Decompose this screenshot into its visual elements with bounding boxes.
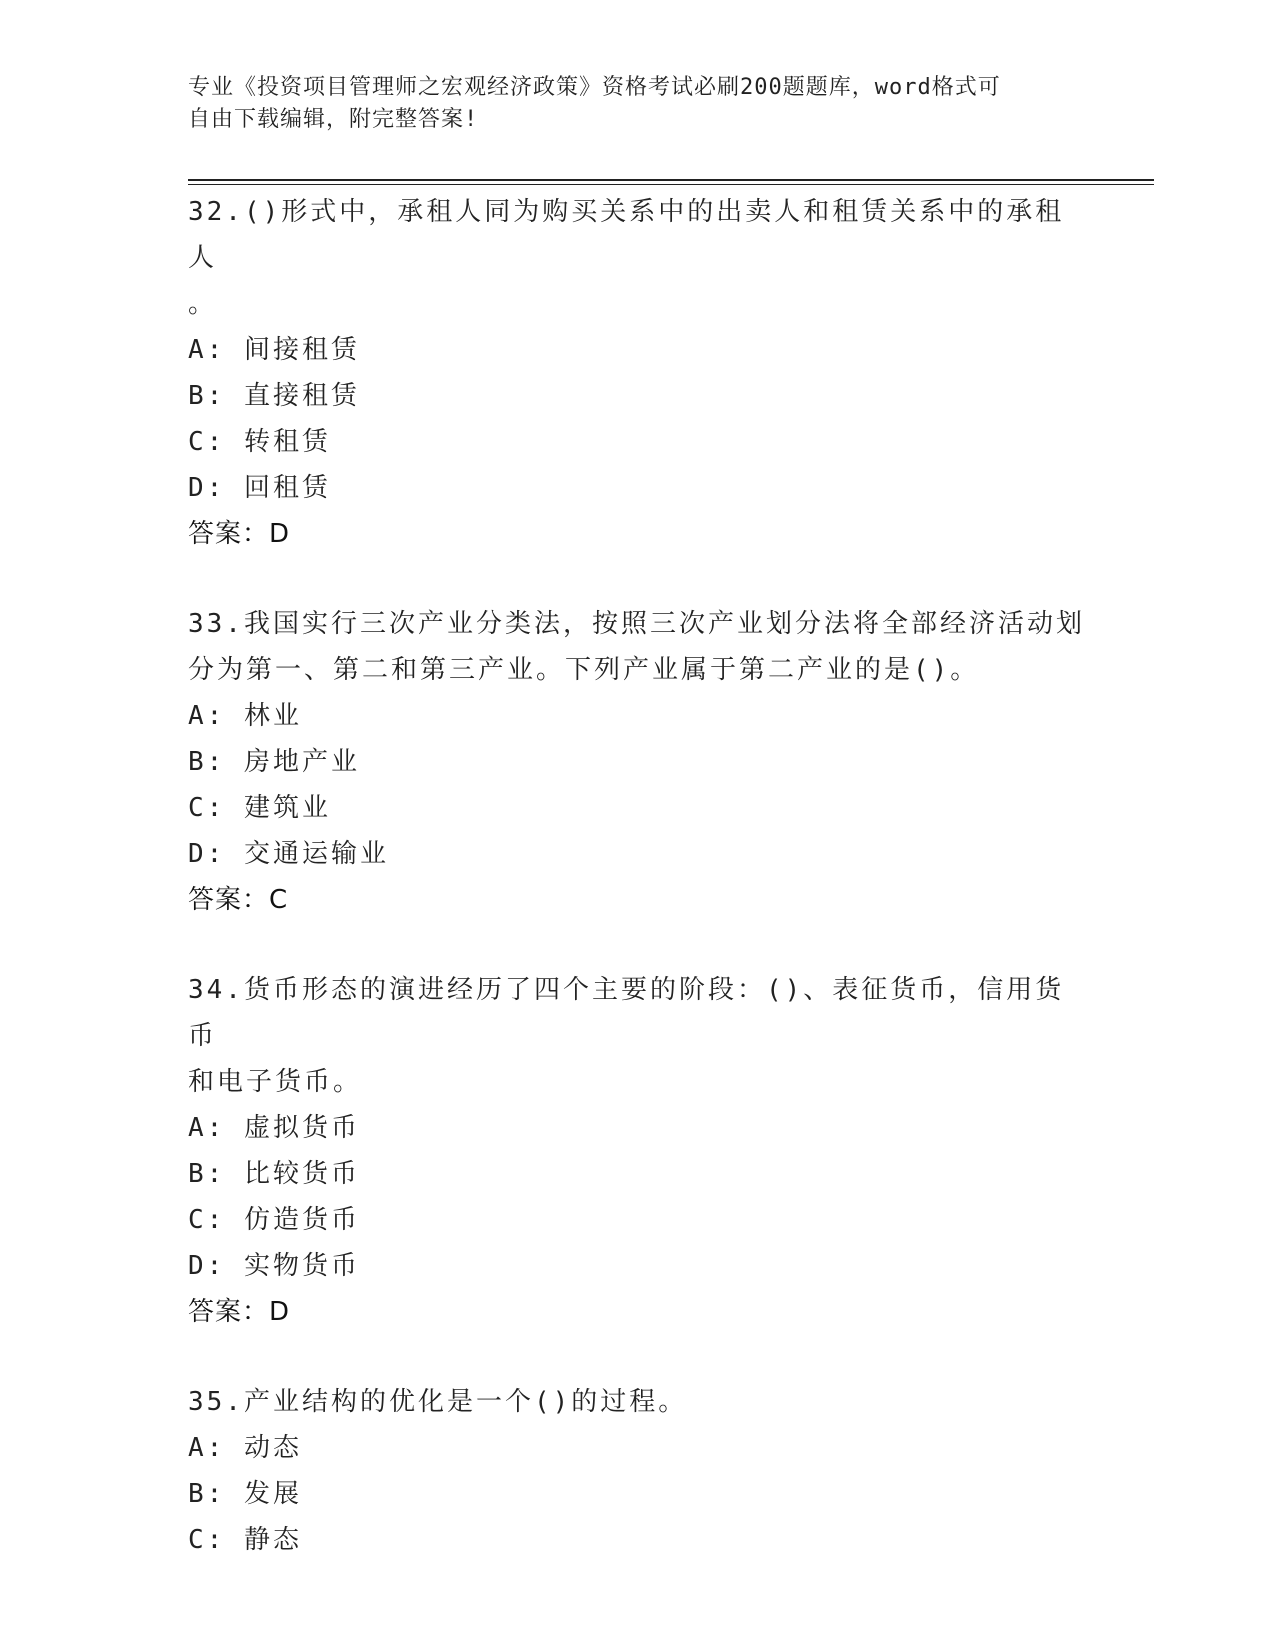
question-spacer	[188, 557, 1088, 601]
answer-line: 答案：D	[188, 1297, 291, 1327]
question-list	[188, 189, 1088, 1563]
header-line-2: 自由下载编辑，附完整答案!	[188, 107, 479, 132]
option-c: C: 仿造货币	[188, 1205, 360, 1235]
option-b: B: 房地产业	[188, 747, 360, 777]
option-a: A: 林业	[188, 701, 302, 731]
question-stem: 32.()形式中，承租人同为购买关系中的出卖人和租赁关系中的承租人	[188, 197, 1065, 273]
question-stem-continued: 分为第一、第二和第三产业。下列产业属于第二产业的是()。	[188, 655, 980, 685]
question-spacer	[188, 923, 1088, 967]
question-stem: 35.产业结构的优化是一个()的过程。	[188, 1387, 688, 1417]
option-d: D: 实物货币	[188, 1251, 360, 1281]
question-spacer	[188, 1335, 1088, 1379]
header-line-1: 专业《投资项目管理师之宏观经济政策》资格考试必刷200题题库，word格式可	[188, 75, 1001, 100]
option-b: B: 发展	[188, 1479, 302, 1509]
option-a: A: 动态	[188, 1433, 302, 1463]
question-stem: 34.货币形态的演进经历了四个主要的阶段：()、表征货币，信用货币	[188, 975, 1065, 1051]
question-33	[188, 601, 1088, 923]
option-c: C: 静态	[188, 1525, 302, 1555]
document-header	[188, 72, 1088, 136]
question-stem-continued: 。	[188, 289, 218, 319]
option-c: C: 转租赁	[188, 427, 331, 457]
question-32	[188, 189, 1088, 557]
question-stem: 33.我国实行三次产业分类法，按照三次产业划分法将全部经济活动划	[188, 609, 1085, 639]
option-c: C: 建筑业	[188, 793, 331, 823]
option-d: D: 回租赁	[188, 473, 331, 503]
answer-line: 答案：D	[188, 519, 291, 549]
option-d: D: 交通运输业	[188, 839, 389, 869]
header-divider-thin	[188, 184, 1154, 185]
option-b: B: 比较货币	[188, 1159, 360, 1189]
header-divider-thick	[188, 179, 1154, 181]
option-a: A: 虚拟货币	[188, 1113, 360, 1143]
answer-line: 答案：C	[188, 885, 289, 915]
question-stem-continued: 和电子货币。	[188, 1067, 363, 1097]
option-a: A: 间接租赁	[188, 335, 360, 365]
option-b: B: 直接租赁	[188, 381, 360, 411]
question-34	[188, 967, 1088, 1335]
question-35	[188, 1379, 1088, 1563]
